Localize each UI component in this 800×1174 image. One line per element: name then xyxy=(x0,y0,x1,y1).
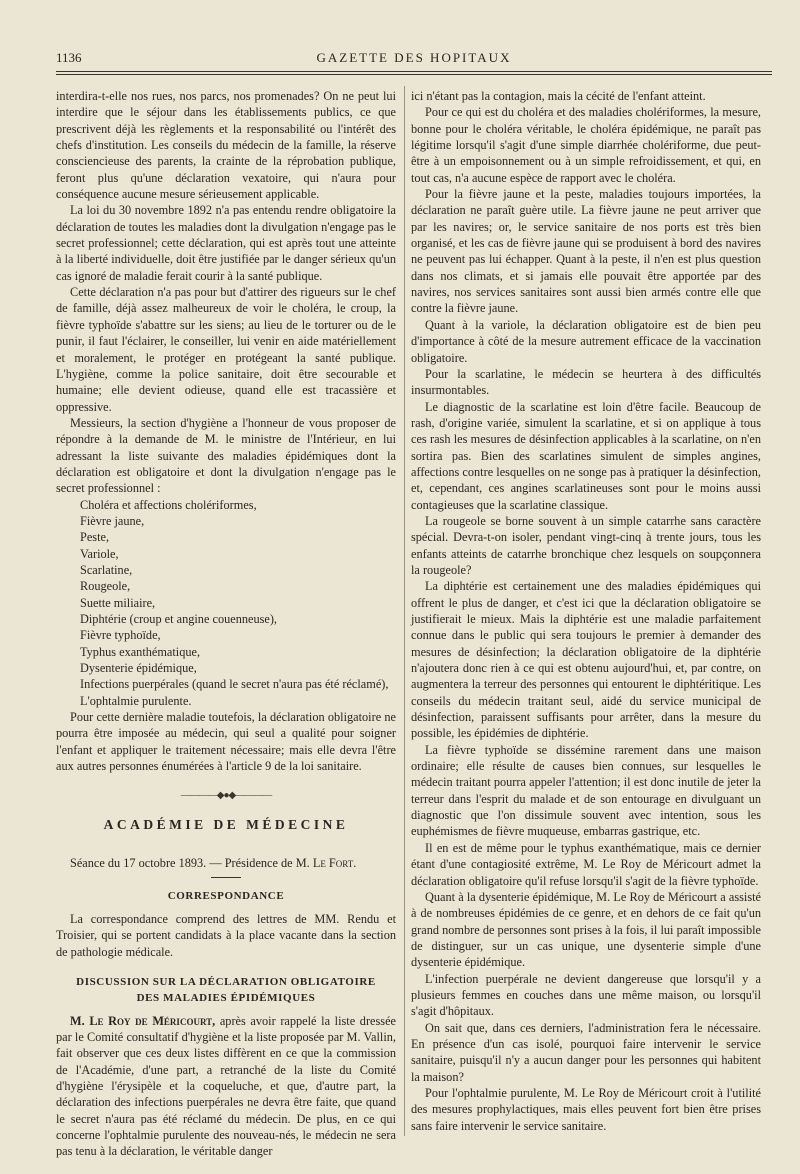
list-item: Typhus exanthématique, xyxy=(80,644,201,659)
header-rule-thick xyxy=(56,71,772,72)
column-divider xyxy=(404,86,405,1136)
paragraph: interdira-t-elle nos rues, nos parcs, nos promenades? On ne peut lui interdire que le séjour dans les établissements publics, ce que prescrivent déjà les règlements et la responsabilité ou l'intérêt des chefs d'institution. Les conseils du médecin de la famille, la réserve consciencieuse des parents, la crainte de la réprobation publique, feront plus qu'une déclaration vexatoire, qui n'aura pour conséquence aucune mesure sérieusement applicable. xyxy=(56,89,396,202)
list-item: Infections puerpérales (quand le secret n'aura pas été réclamé), xyxy=(80,677,389,692)
paragraph: Pour cette dernière maladie toutefois, la déclaration obligatoire ne pourra être imposée au médecin, qui seul a qualité pour soigner l'enfant et appliquer le traitement nécessaire; mais elle devra l'être aux autres personnes énumérées à l'article 9 de la loi sanitaire. xyxy=(56,710,396,774)
paragraph: Cette déclaration n'a pas pour but d'attirer des rigueurs sur le chef de famille, déjà assez malheureux de voir le choléra, le croup, la fièvre typhoïde s'abattre sur les siens; au lieu de le torturer ou de le punir, il faut l'éclairer, le conseiller, lui venir en aide matériellement et moralement, le protéger en protégeant la santé publique. L'hygiène, comme la police sanitaire, doit être secourable et humaine; elle devient odieuse, quand elle est tracassière et oppressive. xyxy=(56,285,396,414)
small-divider xyxy=(211,877,241,878)
paragraph: Le diagnostic de la scarlatine est loin d'être facile. Beaucoup de rash, d'origine variée, simulent la scarlatine, et si on applique à tous ces rash les mesures de désinfection applicables à la scarlatine, on n'en sortira pas. Bien des scarlatines simulent de simples angines, affections contre lesquelles on ne songe pas à pratiquer la désinfection, et, cependant, ces angines scarlatineuses sont pour le moins aussi contagieuses que la scarlatine classique. xyxy=(411,399,761,512)
list-item: Peste, xyxy=(80,530,110,545)
list-item: L'ophtalmie purulente. xyxy=(80,693,192,708)
seance-line xyxy=(56,855,396,871)
paragraph: Pour ce qui est du choléra et des maladies cholériformes, la mesure, bonne pour le choléra véritable, le choléra épidémique, ne paraît pas légitime lorsqu'il s'agit d'une simple diarrhée cholériforme, due peut-être à un empoisonnement ou à un simple refroidissement, et qui, en tout cas, n'a aucune espèce de rapport avec le choléra. xyxy=(411,105,761,185)
list-item: Fièvre jaune, xyxy=(80,513,145,528)
list-item: Choléra et affections cholériformes, xyxy=(80,497,257,512)
right-column xyxy=(411,88,761,1134)
paragraph: Il en est de même pour le typhus exanthématique, mais ce dernier étant d'une contagiosité extrême, M. Le Roy de Méricourt admet la déclaration obligatoire qu'il refuse lorsqu'il s'agit de la fièvre typhoïde. xyxy=(411,840,761,888)
section-title: ACADÉMIE DE MÉDECINE xyxy=(103,816,349,832)
discussion-heading-line2: DES MALADIES ÉPIDÉMIQUES xyxy=(136,992,316,1005)
paragraph: Quant à la dysenterie épidémique, M. Le Roy de Méricourt a assisté à de nombreuses épidémies de ce genre, et en dehors de ce fait qu'un grand nombre de personnes sont prises à la fois, il lui paraît impossible de distinguer, sur un cas unique, une dysenterie simple d'une dysenterie épidémique. xyxy=(411,889,761,970)
seance-prefix: Séance du 17 octobre 1893. — Présidence de M. xyxy=(70,856,313,871)
paragraph: Pour l'ophtalmie purulente, M. Le Roy de Méricourt croit à l'utilité des mesures prophylactiques, mais elles peuvent fort bien être prises sans faire intervenir le service sanitaire. xyxy=(411,1085,761,1133)
ornament-divider-icon: ――――◆●◆―――― xyxy=(180,790,272,802)
disease-list xyxy=(80,497,396,709)
list-item: Dysenterie épidémique, xyxy=(80,661,197,676)
page-number: 1136 xyxy=(56,50,82,65)
list-item: Variole, xyxy=(80,546,119,561)
paragraph: L'infection puerpérale ne devient dangereuse que lorsqu'il y a plusieurs femmes en couches dans une même maison, ou lorsqu'il s'agit d'hôpitaux. xyxy=(411,971,761,1019)
speaker-text: après avoir rappelé la liste dressée par le Comité consultatif d'hygiène et la liste proposée par M. Vallin, fait observer que ces deux listes diffèrent en ce que la commission de l'Académie, d'une part, a retranché de la liste du Comité d'hygiène l'érysipèle et la coqueluche, et que, d'autre part, la déclaration des infections puerpérales ne devra être faite, que quand le secret n'aura pas été réclamé du médecin. De plus, en ce qui concerne l'ophtalmie purulente des nouveau-nés, le médecin ne sera pas tenu à la déclaration, le véritable danger xyxy=(56,1013,396,1159)
left-column xyxy=(56,88,396,1160)
paragraph: Pour la scarlatine, le médecin se heurtera à des difficultés insurmontables. xyxy=(411,366,761,398)
speaker-paragraph xyxy=(56,1013,396,1160)
running-title: GAZETTE DES HOPITAUX xyxy=(316,50,512,65)
paragraph: Quant à la variole, la déclaration obligatoire est de bien peu d'importance à côté de la mesure autrement efficace de la vaccination obligatoire. xyxy=(411,317,761,365)
paragraph: La rougeole se borne souvent à un simple catarrhe sans caractère spécial. Devra-t-on isoler, pendant vingt-cinq à trente jours, tous les enfants atteints de catarrhe bronchique chez lesquels on soupçonnera la rougeole? xyxy=(411,513,761,577)
list-item: Diphtérie (croup et angine couenneuse), xyxy=(80,612,278,626)
speaker-name: M. Le Roy de Méricourt, xyxy=(70,1013,216,1028)
paragraph: La correspondance comprend des lettres de MM. Rendu et Troisier, qui se portent candidats à la place vacante dans la section de pathologie médicale. xyxy=(56,911,396,959)
seance-president: Le Fort. xyxy=(312,856,357,871)
correspondance-heading: CORRESPONDANCE xyxy=(167,890,285,903)
list-item: Rougeole, xyxy=(80,579,131,594)
list-item: Fièvre typhoïde, xyxy=(80,628,161,643)
page-header xyxy=(56,50,772,70)
list-item: Scarlatine, xyxy=(80,562,133,577)
paragraph: Pour la fièvre jaune et la peste, maladies toujours importées, la déclaration ne paraît guère utile. La fièvre jaune ne peut arriver que par les navires; or, le service sanitaire de nos ports est très bien organisé, et les cas de fièvre jaune qui se produisent à bord des navires ne peuvent pas lui échapper. Quant à la peste, il n'en est plus question dans nos climats, et si jamais elle pouvait être apportée par des navires, nos services sanitaires sont aussi bien armés contre elle que contre la fièvre jaune. xyxy=(411,187,761,316)
discussion-heading-line1: DISCUSSION SUR LA DÉCLARATION OBLIGATOIRE xyxy=(76,975,376,988)
paragraph: La loi du 30 novembre 1892 n'a pas entendu rendre obligatoire la déclaration de toutes les maladies dont la divulgation n'engage pas le secret professionnel; cette déclaration, qui est après tout une atteinte à la liberté individuelle, doit être justifiée par le danger sérieux qu'un cas ignoré de maladie ferait courir à la santé publique. xyxy=(56,203,396,283)
list-item: Suette miliaire, xyxy=(80,595,156,610)
paragraph: On sait que, dans ces derniers, l'administration fera le nécessaire. En présence d'un cas isolé, pourquoi faire intervenir le service sanitaire, puisqu'il n'y a aucun danger pour les personnes qui habitent la maison? xyxy=(411,1020,761,1084)
paragraph: Messieurs, la section d'hygiène a l'honneur de vous proposer de répondre à la demande de M. le ministre de l'Intérieur, en lui adressant la liste suivante des maladies épidémiques dont la déclaration est obligatoire et dont la divulgation n'engage pas le secret professionnel : xyxy=(56,415,396,496)
paragraph: La fièvre typhoïde se dissémine rarement dans une maison ordinaire; elle résulte de causes bien connues, sur lesquelles le médecin traitant pourra appeler l'attention; il est donc inutile de jeter la terreur dans l'esprit du malade et de son entourage en divulguant un diagnostic que l'on dissimule souvent avec intention, sous les euphémismes de fièvre muqueuse, embarras gastrique, etc. xyxy=(411,742,761,839)
paragraph: La diphtérie est certainement une des maladies épidémiques qui offrent le plus de danger, et c'est ici que la déclaration obligatoire se justifierait le mieux. Mais la diphtérie est une maladie parfaitement connue dans le public qui sera toujours le premier à demander des mesures de désinfection; la déclaration obligatoire de la diphtérie n'ajoutera donc rien à ce qui est obtenu aujourd'hui, et, par contre, on augmentera la terreur des personnes qui entourent le diphtéritique. Les conseils du médecin traitant seul, aidé du service municipal de désinfection, paraissent suffisants pour arrêter, dans la mesure du possible, les épidémies de diphtérie. xyxy=(411,579,761,741)
header-rule-thin xyxy=(56,74,772,75)
paragraph: ici n'étant pas la contagion, mais la cécité de l'enfant atteint. xyxy=(411,89,706,103)
